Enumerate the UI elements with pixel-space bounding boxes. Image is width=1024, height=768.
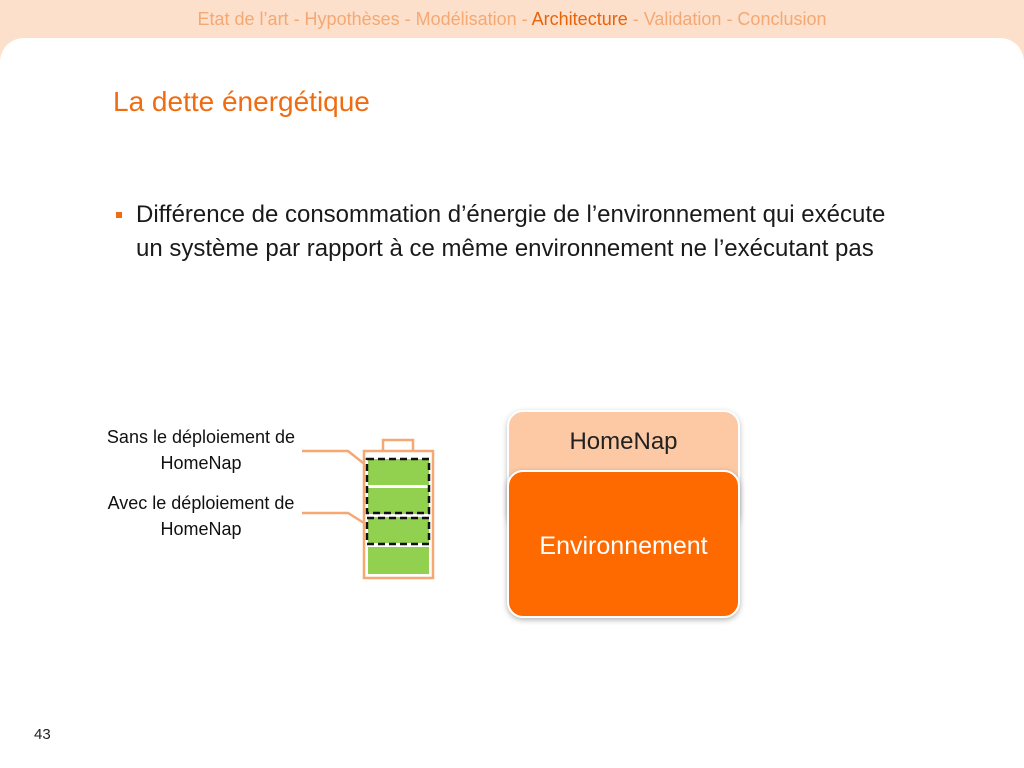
nav-section-active: Architecture bbox=[531, 9, 628, 29]
battery-cell bbox=[368, 459, 429, 485]
leader-line-without bbox=[302, 451, 372, 470]
leader-line-with bbox=[302, 513, 372, 528]
nav-sections-before: Etat de l’art - Hypothèses - Modélisation - bbox=[197, 9, 532, 29]
homenap-label: HomeNap bbox=[569, 428, 678, 455]
battery-cell bbox=[368, 488, 429, 514]
bullet-text: Différence de consommation d’énergie de l’environnement qui exécute un système par rapport à ce même environnement ne l’exécutant pas bbox=[136, 201, 886, 262]
nav-sections-after: - Validation - Conclusion bbox=[627, 9, 827, 29]
environment-box bbox=[507, 470, 740, 618]
battery-cell bbox=[368, 517, 429, 543]
slide-title: La dette énergétique bbox=[113, 86, 370, 117]
environment-label: Environnement bbox=[539, 532, 708, 560]
label-without-homenap: Sans le déploiement de HomeNap bbox=[106, 427, 296, 473]
battery-cell bbox=[368, 547, 429, 574]
page-number: 43 bbox=[34, 726, 51, 743]
label-with-homenap: Avec le déploiement de HomeNap bbox=[107, 493, 295, 539]
